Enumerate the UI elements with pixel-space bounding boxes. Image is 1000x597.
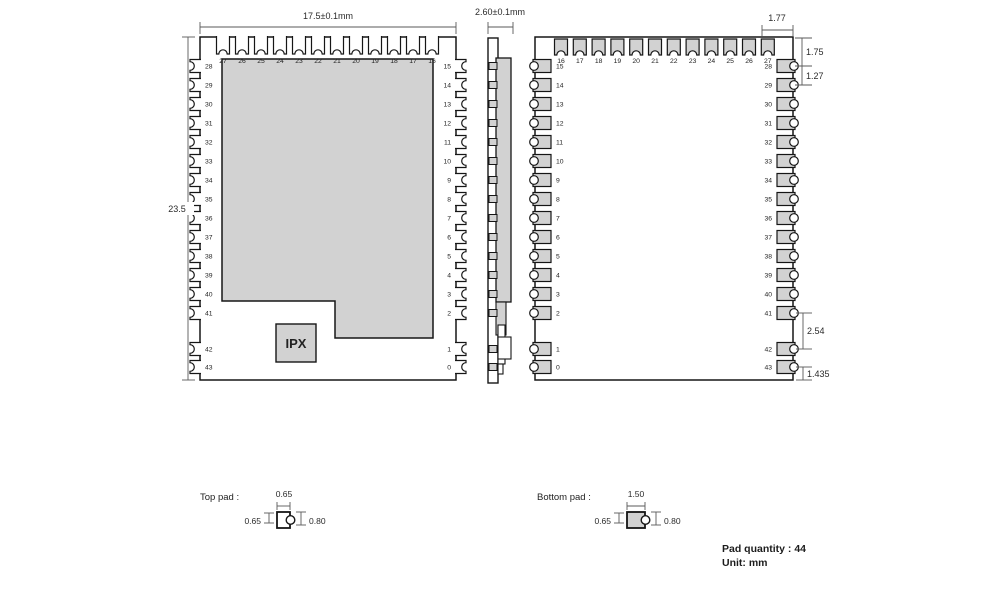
side-view-pad — [489, 346, 497, 353]
castellated-pad — [190, 174, 201, 187]
pad-number-label: 29 — [764, 82, 772, 90]
bottom-view-outline — [535, 37, 793, 380]
corner-pad-width-dim: 1.77 — [768, 13, 786, 23]
pad-number-label: 42 — [205, 346, 213, 354]
side-view-pad — [489, 364, 497, 371]
pad-number-label: 24 — [276, 58, 284, 65]
pad-number-label: 31 — [205, 120, 213, 128]
castellated-pad — [455, 250, 466, 263]
side-view-pad — [489, 215, 497, 222]
pad-number-label: 4 — [447, 272, 451, 280]
pad-number-label: 35 — [764, 196, 772, 204]
edge-to-first-pad-dim: 1.75 — [806, 47, 824, 57]
ipx-connector-label: IPX — [285, 336, 307, 351]
pad-number-label: 5 — [556, 253, 560, 261]
pad-number-label: 8 — [447, 196, 451, 204]
castellated-pad — [455, 269, 466, 282]
pad-number-label: 27 — [219, 58, 227, 65]
bottom-pad-left-height-dim: 0.65 — [594, 516, 611, 526]
side-view-shield — [496, 58, 511, 302]
top-view-height-dim: 23.5 — [168, 204, 186, 214]
pad-notch — [530, 100, 539, 109]
pad-notch — [530, 345, 539, 354]
side-view-pad — [489, 253, 497, 260]
pad-notch — [286, 516, 295, 525]
castellated-pad — [455, 307, 466, 320]
bottom-pad-right-height-dim: 0.80 — [664, 516, 681, 526]
pad-number-label: 41 — [764, 310, 772, 318]
pad-number-label: 41 — [205, 310, 213, 318]
pad-number-label: 18 — [594, 58, 603, 65]
pad-number-label: 16 — [428, 58, 436, 65]
castellated-pad — [190, 60, 201, 73]
castellated-pad — [190, 136, 201, 149]
pad-number-label: 34 — [764, 177, 772, 185]
pad-number-label: 17 — [409, 58, 417, 65]
pad-number-label: 10 — [556, 158, 564, 166]
side-view-pad — [489, 272, 497, 279]
pad-notch — [530, 290, 539, 299]
last-pad-to-edge-dim: 1.435 — [807, 369, 830, 379]
castellated-pad — [190, 231, 201, 244]
pad-notch — [530, 176, 539, 185]
pad-number-label: 7 — [447, 215, 451, 223]
castellated-pad — [190, 288, 201, 301]
pad-number-label: 39 — [205, 272, 213, 280]
castellated-pad — [190, 343, 201, 356]
pad-number-label: 40 — [205, 291, 213, 299]
castellated-pad — [455, 98, 466, 111]
drawing-geometry — [182, 22, 812, 528]
pad-number-label: 33 — [764, 158, 772, 166]
pad-number-label: 43 — [205, 364, 213, 372]
pad-notch — [530, 138, 539, 147]
pad-number-label: 22 — [670, 58, 678, 65]
bottom-pad-detail-label: Bottom pad : — [537, 492, 591, 503]
pad-number-label: 12 — [556, 120, 564, 128]
pad-notch — [790, 119, 799, 128]
pad-number-label: 20 — [352, 58, 360, 65]
castellated-pad — [190, 155, 201, 168]
castellated-pad — [455, 155, 466, 168]
pad-number-label: 23 — [688, 58, 697, 65]
pad-number-label: 30 — [205, 101, 213, 109]
pad-number-label: 35 — [205, 196, 213, 204]
top-pad-left-height-dim: 0.65 — [244, 516, 261, 526]
pad-notch — [790, 157, 799, 166]
pad-number-label: 31 — [764, 120, 772, 128]
pad-notch — [790, 214, 799, 223]
pad-number-label: 9 — [556, 177, 560, 185]
pad-number-label: 12 — [443, 120, 451, 128]
castellated-pad — [190, 79, 201, 92]
pad-number-label: 24 — [707, 58, 716, 65]
pad-notch — [790, 290, 799, 299]
pad-number-label: 26 — [745, 58, 753, 65]
castellated-pad — [455, 288, 466, 301]
top-view-shield — [222, 59, 433, 338]
pad-number-label: 28 — [205, 63, 213, 71]
castellated-pad — [190, 250, 201, 263]
castellated-pad — [190, 269, 201, 282]
pad-number-label: 10 — [443, 158, 451, 166]
side-view-thickness-dim: 2.60±0.1mm — [475, 7, 525, 17]
pad-number-label: 13 — [443, 101, 451, 109]
castellated-pad — [190, 307, 201, 320]
pad-number-label: 1 — [556, 346, 560, 354]
side-view-pad — [489, 101, 497, 108]
pad-number-label: 37 — [764, 234, 772, 242]
side-view-pad — [489, 234, 497, 241]
side-view-pad — [489, 291, 497, 298]
castellated-pad — [455, 212, 466, 225]
pad-number-label: 23 — [295, 58, 303, 65]
pad-number-label: 25 — [257, 58, 265, 65]
pad-pitch-dim: 1.27 — [806, 71, 824, 81]
top-pad-right-height-dim: 0.80 — [309, 516, 326, 526]
pad-number-label: 42 — [764, 346, 772, 354]
pad-notch — [530, 62, 539, 71]
top-view-width-dim: 17.5±0.1mm — [303, 11, 353, 21]
pad-number-label: 8 — [556, 196, 560, 204]
side-view-pad — [489, 196, 497, 203]
castellated-pad — [455, 117, 466, 130]
castellated-pad — [455, 174, 466, 187]
castellated-pad — [190, 117, 201, 130]
pad-notch — [530, 81, 539, 90]
pad-number-label: 19 — [371, 58, 379, 65]
pad-notch — [530, 271, 539, 280]
pad-notch — [530, 157, 539, 166]
pad-number-label: 38 — [764, 253, 772, 261]
pad-number-label: 22 — [314, 58, 322, 65]
castellated-pad — [455, 79, 466, 92]
pad-number-label: 36 — [764, 215, 772, 223]
pad-number-label: 19 — [613, 58, 622, 65]
side-view-pad — [489, 177, 497, 184]
castellated-pad — [455, 231, 466, 244]
side-view-ipx — [498, 364, 503, 374]
bottom-pad-width-dim: 1.50 — [627, 489, 645, 499]
pad-number-label: 25 — [726, 58, 734, 65]
pad-number-label: 15 — [556, 63, 564, 71]
pad-number-label: 13 — [556, 101, 564, 109]
pad-number-label: 0 — [556, 364, 560, 372]
pad-number-label: 27 — [764, 58, 772, 65]
pad-number-label: 30 — [764, 101, 772, 109]
pad-notch — [790, 138, 799, 147]
pad-notch — [790, 233, 799, 242]
side-view-pad — [489, 82, 497, 89]
castellated-pad — [455, 136, 466, 149]
pad-notch — [530, 214, 539, 223]
pad-notch — [790, 176, 799, 185]
pad-number-label: 14 — [556, 82, 564, 90]
pad-number-label: 3 — [447, 291, 451, 299]
pad-number-label: 43 — [764, 364, 772, 372]
pad-number-label: 7 — [556, 215, 560, 223]
pad-number-label: 40 — [764, 291, 772, 299]
top-pad-width-dim: 0.65 — [275, 489, 293, 499]
pad-notch — [790, 271, 799, 280]
pad-number-label: 6 — [556, 234, 560, 242]
pad-number-label: 36 — [205, 215, 213, 223]
pad-number-label: 0 — [447, 364, 451, 372]
pad-number-label: 18 — [390, 58, 398, 65]
pad-notch — [530, 195, 539, 204]
pad-notch — [530, 233, 539, 242]
pad-number-label: 9 — [447, 177, 451, 185]
pad-number-label: 39 — [764, 272, 772, 280]
pad-notch — [790, 100, 799, 109]
pad-number-label: 29 — [205, 82, 213, 90]
pad-number-label: 21 — [651, 58, 659, 65]
side-view-pad — [489, 63, 497, 70]
pad-number-label: 11 — [556, 139, 564, 147]
castellated-pad — [190, 361, 201, 374]
pad-number-label: 6 — [447, 234, 451, 242]
pad-notch — [530, 309, 539, 318]
side-view-pad — [489, 158, 497, 165]
side-view-pad — [489, 120, 497, 127]
castellated-pad — [455, 343, 466, 356]
pad-number-label: 32 — [764, 139, 772, 147]
pad-number-label: 34 — [205, 177, 213, 185]
side-view-pad — [489, 310, 497, 317]
pad-number-label: 38 — [205, 253, 213, 261]
pad-number-label: 14 — [443, 82, 451, 90]
pad-number-label: 20 — [632, 58, 640, 65]
pad-notch — [530, 252, 539, 261]
pad-number-label: 3 — [556, 291, 560, 299]
pad-number-label: 11 — [443, 139, 451, 147]
pad-quantity-note: Pad quantity : 44 — [722, 543, 807, 555]
castellated-pad — [455, 361, 466, 374]
unit-note: Unit: mm — [722, 557, 768, 569]
pad-number-label: 21 — [333, 58, 341, 65]
castellated-pad — [190, 98, 201, 111]
pad-number-label: 33 — [205, 158, 213, 166]
pad-number-label: 1 — [447, 346, 451, 354]
pad-number-label: 26 — [238, 58, 246, 65]
pad-notch — [641, 516, 650, 525]
side-view-pad — [489, 139, 497, 146]
castellated-pad — [455, 193, 466, 206]
side-view-ipx — [498, 337, 511, 359]
pad-number-label: 28 — [764, 63, 772, 71]
pad-notch — [530, 119, 539, 128]
pad-number-label: 37 — [205, 234, 213, 242]
castellated-pad — [455, 60, 466, 73]
pad-number-label: 4 — [556, 272, 560, 280]
pad-number-label: 2 — [447, 310, 451, 318]
pad-number-label: 2 — [556, 310, 560, 318]
pad-notch — [790, 195, 799, 204]
pad-notch — [530, 363, 539, 372]
pad-number-label: 5 — [447, 253, 451, 261]
pad-number-label: 17 — [576, 58, 584, 65]
pad-notch — [790, 252, 799, 261]
pad-number-label: 15 — [443, 63, 451, 71]
top-pad-detail-label: Top pad : — [200, 492, 240, 503]
pad-number-label: 32 — [205, 139, 213, 147]
pad-number-label: 16 — [557, 58, 565, 65]
pad-gap-dim: 2.54 — [807, 326, 825, 336]
